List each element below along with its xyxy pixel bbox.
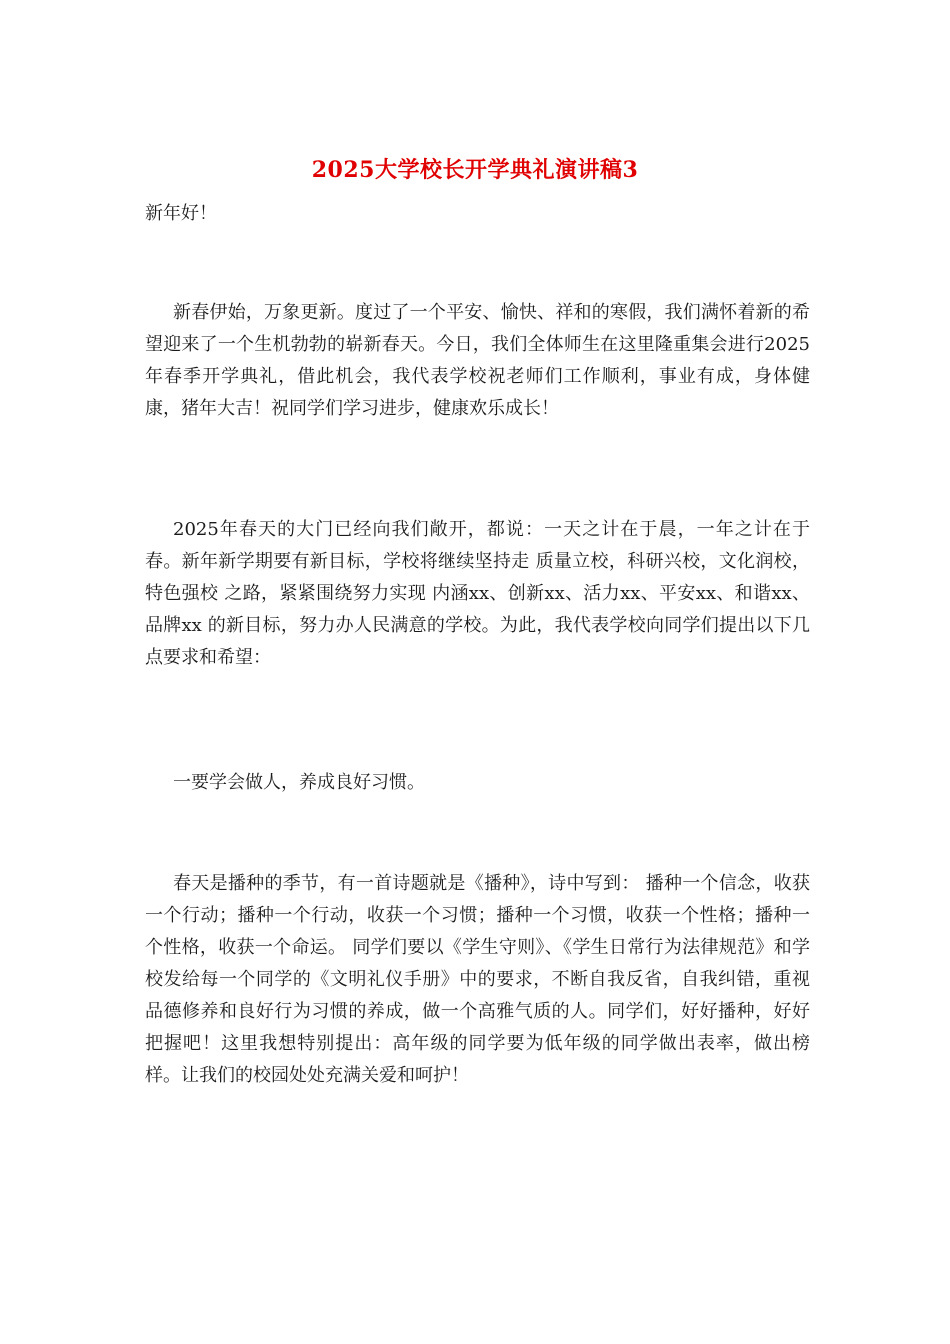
paragraph-2: 2025年春天的大门已经向我们敞开，都说：一天之计在于晨，一年之计在于春。新年新学期要有新目标，学校将继续坚持走 质量立校，科研兴校，文化润校，特色强校 之路，紧紧围绕努力实现 内涵xx、创新xx、活力xx、平安xx、和谐xx、品牌xx 的新目标，努力办人民满意的学校。为此，我代表学校向同学们提出以下几点要求和希望：: [145, 519, 810, 668]
paragraph-1: 新春伊始，万象更新。度过了一个平安、愉快、祥和的寒假，我们满怀着新的希望迎来了一个生机勃勃的崭新春天。今日，我们全体师生在这里隆重集会进行2025年春季开学典礼，借此机会，我代表学校祝老师们工作顺利，事业有成，身体健康，猪年大吉！祝同学们学习进步，健康欢乐成长！: [145, 302, 810, 419]
paragraph-3: 一要学会做人，养成良好习惯。: [173, 772, 425, 793]
document-title: 2025大学校长开学典礼演讲稿3: [311, 157, 639, 183]
paragraph-4: 春天是播种的季节，有一首诗题就是《播种》，诗中写到： 播种一个信念，收获一个行动；播种一个行动，收获一个习惯；播种一个习惯，收获一个性格；播种一个性格，收获一个命运。 同学们要以《学生守则》、《学生日常行为法律规范》和学校发给每一个同学的《文明礼仪手册》中的要求，不断自我反省，自我纠错，重视品德修养和良好行为习惯的养成，做一个高雅气质的人。同学们，好好播种，好好把握吧！这里我想特别提出：高年级的同学要为低年级的同学做出表率，做出榜样。让我们的校园处处充满关爱和呵护！: [145, 873, 810, 1086]
greeting-text: 新年好！: [145, 203, 217, 224]
